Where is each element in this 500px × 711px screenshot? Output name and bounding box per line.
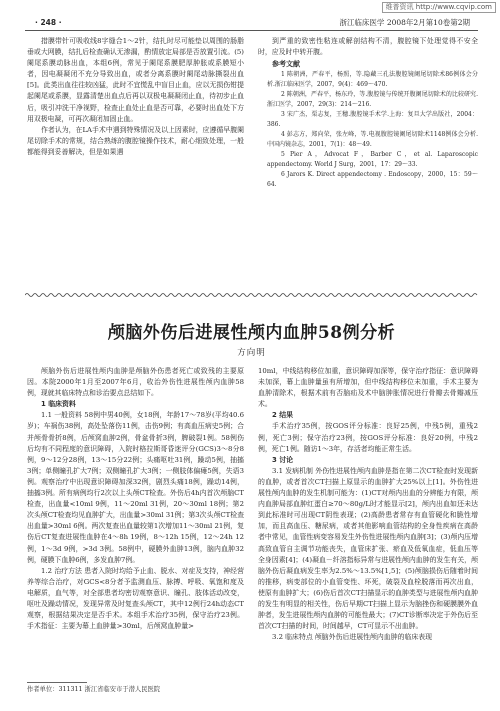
section-heading: 2 结果 [272, 411, 293, 420]
references-heading: 参考文献 [272, 60, 300, 69]
body-paragraph: 3.1 发病机制 外伤性进展性颅内血肿是指在第二次CT检查时发现新的血肿，或者首次CT扫描上原显示的血肿扩大25%以上[1]。外伤性进展性颅内血肿的发生机制可能为：(1)CT对颅内出血的分辨能力有限，颅内血肿局部血肿红蛋白≥70～80g/L时才能显示[2]，颅内出血如还未达到此标准时可出现CT阴性表现；(2)高龄患者常存有血管硬化和脆性增加，而且高血压、糖尿病，或者其他影响血管结构的全身性疾病在高龄者中常见，血管性病变容易发生外伤性进展性颅内血肿[3]；(3)颅内压增高致血管自主调节功能丧失，血管床扩张、瘀血及低氧血症，低血压等全身因素[4]；(4)凝血－纤溶指标异常与进展性颅内血肿的发生有关，颅脑外伤后凝血病发生率为2.5%～13.5%[1,5]；(5)颅脑损伤后随着时间的推移，病变部位的小血管变性、坏死，破裂及血栓脱落而再次出血，使原有血肿扩大；(6)伤后首次CT扫描显示的血肿类型与进展性颅内血肿的发生有明显的相关性，伤后早期CT扫描上显示为脑挫伤和硬膜膜外血肿者，发生进展性颅内血肿的可能性最大；(7)CT诊断率决定于外伤后至首次CT扫描的时间，时间越早，CT可显示不出血肿。 [258, 466, 478, 631]
article-left-column [27, 366, 244, 632]
article-right-column [258, 366, 478, 643]
journal-info: 浙江临床医学 2008年2月第10卷第2期 [339, 18, 470, 27]
prev-paragraph: 措膜带针可吸收线8字缝合1～2针，结扎时尽可能垫以周围的肠脂垂或大网膜，结扎后检查确认无渗漏，酌情放定局部是否放置引流。(5)阑尾系膜动脉出血，本组6例，常见于阑尾系膜肥厚肿胀或系膜短小者，因电凝凝闭不充分导致出血，或者分离系膜时阑尾动脉撕裂出血[5]。此类出血往往较凶猛，此时不宜慌乱中盲目止血，应以无损伤钳提起阑尾或系膜，显露清楚出血点后再以双极电凝凝闭止血，待初步止血后，吸引冲洗干净视野，检查止血处止血是否可靠，必要时出血处下方用双极电凝，可再次凝闭加固止血。 [27, 37, 244, 123]
abstract-paragraph: 颅脑外伤后进展性颅内血肿是颅脑外伤患者死亡或致残的主要原因。本院2000年1月至2007年6月，收治外伤性进展性颅内血肿58例，现就其临床特点和诊治要点总结如下。 [27, 367, 244, 398]
reference-item: 4 彭志方，郑向荣，张左峰，等.电视腹腔镜阑尾切除术1148例体会分析.中国内镜杂志，2001，7(1)：48～49. [267, 131, 478, 149]
reference-item: 6 Jarors K. Direct appendectomy . Endoscopy，2000，15：59～64. [267, 171, 478, 189]
body-paragraph: 1.1 一般资料 58例中男40例，女18例，年龄17～78岁(平均40.6岁)；车祸伤38例，高处坠落伤11例，击伤9例；有高血压病史5例；合并颅骨骨折8例，后颅窝血肿2例，骨盆骨折3例，脾破裂1例。58例伤后均有不同程度的意识障碍，入院时格拉斯哥昏迷评分(GCS)3～8分8例，9～12分28例，13～15分22例；头痛呕吐31例，躁动5例，抽搐3例；单侧瞳孔扩大7例；双侧瞳孔扩大3例；一侧肢体偏瘫5例，失语3例。观察治疗中出现意识障碍加深32例，剧烈头痛18例，躁动14例，抽搐3例。所有病例均行2次以上头颅CT检查。外伤后4h内首次颅脑CT检查，出血量<10ml 9例，11～20ml 31例，20～30ml 18例；第2次头颅CT检查均见血肿扩大，出血量>30ml 31例；第3次头颅CT检查出血量>30ml 6例。两次复查出血量较第1次增加11～30ml 21例，复伤后CT复查进展性血肿在4～8h 19例，8～12h 15例，12～24h 12例，1～3d 9例，>3d 3例。58例中，硬膜外血肿13例，脑内血肿32例，硬膜下血肿6例，多发血肿7例。 [27, 411, 244, 564]
body-paragraph: 手术治疗35例，按GOS评分标准：良好25例，中残5例，重残2例，死亡3例；保守治疗23例，按GOS评分标准：良好20例，中残2例，死亡1例。随访1～3年，存活者均能正常生活。 [258, 422, 478, 453]
reference-item: 1 陈朝洲，严春平，杨照，等.隐藏三孔法腹腔镜阑尾切除术86例体会分析.浙江临床医学，2007，9(4)：469～470. [267, 71, 478, 89]
section-heading: 3 讨论 [272, 455, 293, 464]
reference-item: 3 宋广杰，栗志复，王穗.腹腔镜手术学.上海：复旦大学出版社，2004：386. [267, 111, 478, 129]
prev-paragraph: 作者认为，在LA手术中遇到特殊情况及以上因素时，应遵循早腹阑尾切除手术的常规，结合熟练的腹腔镜操作技术，耐心细致处理，一般都能得到妥善解决，但是如果遇 [27, 125, 244, 156]
page-number: · 248 · [35, 18, 62, 27]
author-affiliation-footnote: 作者单位：311311 浙江省临安市于潜人民医院 [27, 686, 161, 693]
running-header [25, 17, 478, 29]
prev-paragraph: 到严重的致密性粘连或解剖结构不清，腹腔镜下处理觉得不安全时，应及时中转开腹。 [258, 37, 478, 57]
article-title: 颅脑外伤后进展性颅内血肿58例分析 [107, 323, 396, 343]
header-rule [25, 30, 478, 31]
footnote-rule [27, 682, 87, 683]
body-paragraph: 1.2 治疗方法 患者入院时均给予止血、脱水、对症及支持，神经营养等综合治疗，对GCS<8分者予监测血压、脉搏、呼吸、氧饱和度及电解质，血气等，对全部患者均密切观察意识、瞳孔、肢体活动改变，呕吐及躁动情况，发现异常及时复查头颅CT，其中12例行24h动态CT观察，根据结果决定是否手术。本组手术治疗35例，保守治疗23例。手术指征：主要为幕上血肿量>30ml，后颅窝血肿量> [27, 566, 244, 631]
prev-article-right-column [258, 36, 478, 190]
body-paragraph: 3.2 临床特点 颅脑外伤后进展性颅内血肿的临床表现 [272, 633, 433, 642]
section-divider-wave [25, 292, 478, 298]
article-author: 方向明 [237, 348, 266, 358]
reference-item: 5 Pier A，Advocat F，Barber C，et al. Laparoscopic appendectomy. World J Surg，2001，17：29～33. [267, 151, 478, 169]
reference-item: 2 陈朝洲，严春平，杨东玲，等.腹腔镜与传统开腹阑尾切除术的比较研究.浙江医学，2007，29(3)：214～216. [267, 91, 478, 109]
section-heading: 1 临床资料 [41, 400, 76, 409]
prev-article-left-column [27, 36, 244, 158]
watermark-label: 维普资讯 http://www.cqvip.com [382, 2, 496, 13]
body-paragraph: 10ml，中线结构移位加重，意识障碍加深等，保守治疗指征：意识障碍未加深，幕上血肿量虽有所增加，但中线结构移位未加重，手术主要为血肿清除术，根据术前有否脑疝及术中脑肿胀情况进行骨瓣去骨瓣减压术。 [258, 367, 478, 409]
